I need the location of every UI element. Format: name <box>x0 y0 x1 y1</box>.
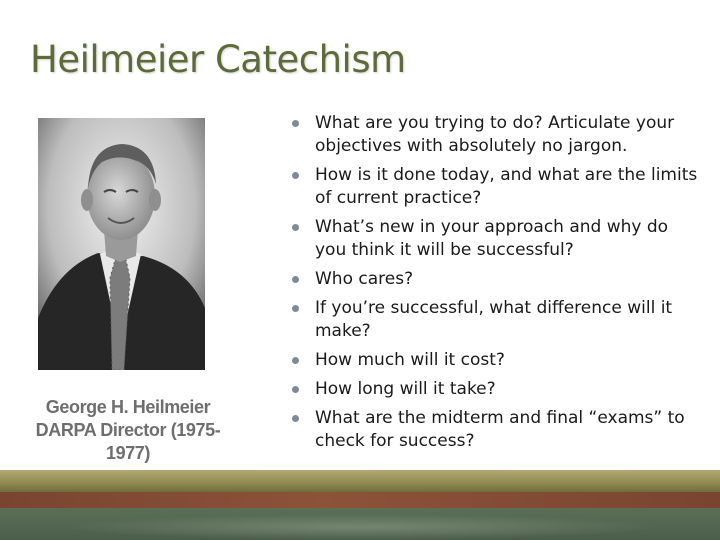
bullet-item <box>290 378 700 401</box>
bullet-item <box>290 112 700 158</box>
bullet-text: What are you trying to do? Articulate your objectives with absolutely no jargon. <box>315 113 675 156</box>
footer-glow <box>60 514 660 540</box>
bullet-item <box>290 216 700 262</box>
portrait-photo <box>38 118 205 370</box>
footer-band-olive <box>0 470 720 492</box>
bullet-dot-icon <box>292 276 299 283</box>
bullet-list <box>290 112 700 459</box>
bullet-dot-icon <box>292 120 299 127</box>
bullet-text: How is it done today, and what are the limits of current practice? <box>315 165 698 208</box>
photo-caption <box>28 396 228 465</box>
bullet-dot-icon <box>292 386 299 393</box>
bullet-dot-icon <box>292 357 299 364</box>
bullet-dot-icon <box>292 172 299 179</box>
bullet-item <box>290 164 700 210</box>
bullet-text: What’s new in your approach and why do you think it will be successful? <box>315 217 669 260</box>
bullet-text: Who cares? <box>315 269 414 289</box>
caption-name: George H. Heilmeier <box>45 397 211 417</box>
bullet-item <box>290 268 700 291</box>
bullet-item <box>290 297 700 343</box>
footer-decoration <box>0 470 720 540</box>
bullet-text: What are the midterm and final “exams” to check for success? <box>315 408 685 451</box>
bullet-dot-icon <box>292 415 299 422</box>
bullet-dot-icon <box>292 224 299 231</box>
bullet-dot-icon <box>292 305 299 312</box>
bullet-text: How much will it cost? <box>315 350 505 370</box>
bullet-text: If you’re successful, what difference will it make? <box>315 298 673 341</box>
slide-title: Heilmeier Catechism <box>30 38 406 81</box>
footer-band-rust <box>0 492 720 508</box>
bullet-text: How long will it take? <box>315 379 496 399</box>
caption-role: DARPA Director (1975-1977) <box>35 420 221 463</box>
bullet-item <box>290 407 700 453</box>
bullet-item <box>290 349 700 372</box>
